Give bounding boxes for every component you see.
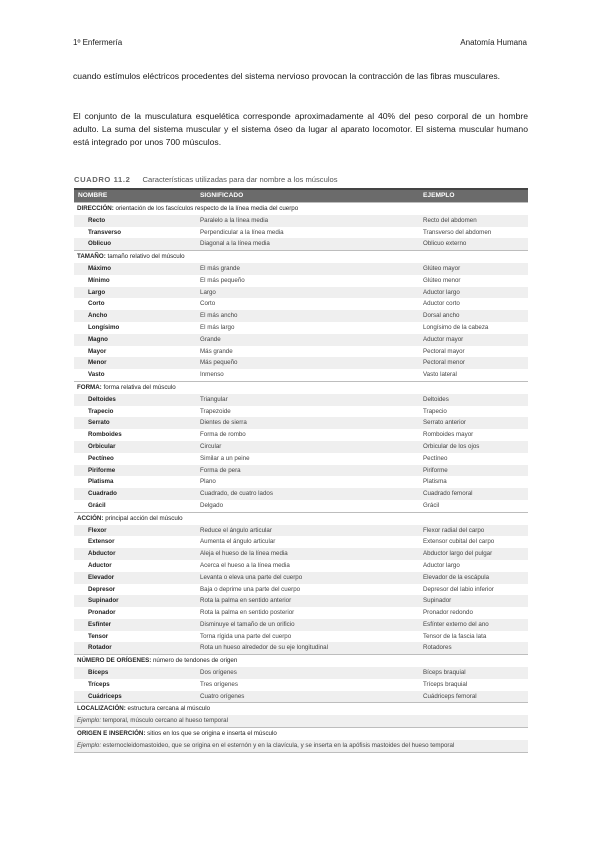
table-row	[74, 607, 528, 619]
table-row	[74, 263, 528, 275]
cell-meaning: Inmenso	[200, 371, 224, 379]
section-label: ACCIÓN:	[77, 514, 104, 522]
cell-meaning: Rota la palma en sentido posterior	[200, 609, 295, 617]
table-row	[74, 346, 528, 358]
section-header	[74, 250, 528, 263]
column-header-name: NOMBRE	[78, 192, 108, 199]
cell-meaning: Disminuye el tamaño de un orificio	[200, 620, 295, 628]
header-course: 1º Enfermería	[73, 38, 123, 47]
cell-name: Piriforme	[88, 466, 116, 474]
muscle-naming-table	[74, 172, 528, 753]
cell-name: Extensor	[88, 538, 115, 546]
cell-name: Oblicuo	[88, 240, 112, 248]
section-label: ORIGEN E INSERCIÓN:	[77, 730, 146, 738]
cell-meaning: El más grande	[200, 264, 240, 272]
cell-name: Corto	[88, 300, 105, 308]
cell-meaning: Corto	[200, 300, 216, 308]
example-row	[74, 715, 528, 727]
cell-meaning: Forma de rombo	[200, 431, 246, 439]
cell-example: Pectíneo	[423, 454, 448, 462]
table-row	[74, 548, 528, 560]
table-row	[74, 500, 528, 512]
section-description: estructura cercana al músculo	[125, 705, 211, 713]
table-row	[74, 476, 528, 488]
cell-example: Elevador de la escápula	[423, 573, 490, 581]
cell-example: Tensor de la fascia lata	[423, 632, 487, 640]
cell-meaning: Baja o deprime una parte del cuerpo	[200, 585, 301, 593]
cell-meaning: El más ancho	[200, 312, 238, 320]
paragraph-1: cuando estímulos eléctricos procedentes del sistema nervioso provocan la contracción de las fibras musculares.	[73, 71, 501, 81]
cell-meaning: Aleja el hueso de la línea media	[200, 550, 288, 558]
cell-meaning: Circular	[200, 442, 222, 450]
cell-meaning: Aumenta el ángulo articular	[200, 538, 276, 546]
cell-name: Pronador	[88, 609, 116, 617]
table-row	[74, 394, 528, 406]
cell-name: Largo	[88, 288, 106, 296]
section-header	[74, 202, 528, 215]
table-tag: CUADRO 11.2	[74, 175, 131, 184]
cell-name: Longísimo	[88, 323, 120, 331]
cell-example: Platisma	[423, 478, 447, 486]
cell-name: Serrato	[88, 419, 110, 427]
cell-name: Romboides	[88, 431, 122, 439]
table-row	[74, 215, 528, 227]
cell-example: Esfínter externo del ano	[423, 620, 489, 628]
cell-meaning: Rota un hueso alrededor de su eje longitudinal	[200, 644, 328, 652]
table-title: Características utilizadas para dar nombre a los músculos	[142, 175, 338, 184]
cell-example: Pronador redondo	[423, 609, 473, 617]
cell-meaning: Acerca el hueso a la línea media	[200, 561, 290, 569]
cell-example: Transverso del abdomen	[423, 228, 492, 236]
cell-name: Menor	[88, 359, 107, 367]
table-row	[74, 441, 528, 453]
cell-meaning: Más pequeño	[200, 359, 238, 367]
section-header	[74, 702, 528, 715]
table-row	[74, 572, 528, 584]
cell-name: Cuádriceps	[88, 692, 122, 700]
cell-name: Platisma	[88, 478, 114, 486]
cell-name: Mínimo	[88, 276, 110, 284]
table-row	[74, 642, 528, 654]
cell-example: Oblicuo externo	[423, 240, 467, 248]
cell-example: Trapecio	[423, 407, 447, 415]
table-row	[74, 298, 528, 310]
section-label: LOCALIZACIÓN:	[77, 705, 126, 713]
cell-meaning: Triangular	[200, 395, 228, 403]
cell-name: Orbicular	[88, 442, 116, 450]
cell-meaning: Dientes de sierra	[200, 419, 247, 427]
table-row	[74, 275, 528, 287]
example-text: temporal, músculo cercano al hueso temporal	[101, 717, 228, 725]
cell-example: Extensor cubital del carpo	[423, 538, 495, 546]
section-header	[74, 381, 528, 394]
cell-name: Grácil	[88, 501, 106, 509]
cell-example: Depresor del labio inferior	[423, 585, 494, 593]
cell-meaning: Perpendicular a la línea media	[200, 228, 284, 236]
cell-name: Rotador	[88, 644, 112, 652]
page-header	[73, 38, 527, 50]
section-header	[74, 727, 528, 740]
header-subject: Anatomía Humana	[460, 38, 527, 47]
cell-name: Recto	[88, 216, 106, 224]
table-row	[74, 667, 528, 679]
section-label: FORMA:	[77, 383, 102, 391]
example-text: esternocleidomastoideo, que se origina en el esternón y en la clavícula, y se inserta en la apófisis mastoides del hueso temporal	[101, 741, 455, 749]
cell-example: Aductor mayor	[423, 335, 464, 343]
cell-meaning: Dos orígenes	[200, 669, 237, 677]
section-label: NÚMERO DE ORÍGENES:	[77, 657, 152, 665]
example-label: Ejemplo:	[77, 717, 102, 725]
cell-meaning: Delgado	[200, 501, 224, 509]
cell-name: Tríceps	[88, 680, 110, 688]
table-row	[74, 679, 528, 691]
table-row	[74, 595, 528, 607]
table-row	[74, 488, 528, 500]
cell-example: Supinador	[423, 597, 452, 605]
cell-example: Pectoral mayor	[423, 347, 465, 355]
cell-meaning: El más pequeño	[200, 276, 245, 284]
table-row	[74, 357, 528, 369]
cell-name: Pectíneo	[88, 454, 114, 462]
table-row	[74, 334, 528, 346]
cell-example: Aductor largo	[423, 288, 460, 296]
cell-meaning: Forma de pera	[200, 466, 241, 474]
table-row	[74, 536, 528, 548]
table-row	[74, 227, 528, 239]
cell-name: Cuadrado	[88, 490, 117, 498]
section-description: orientación de los fascículos respecto de la línea media del cuerpo	[113, 205, 299, 212]
table-row	[74, 417, 528, 429]
cell-name: Depresor	[88, 585, 116, 593]
example-label: Ejemplo:	[77, 741, 102, 749]
cell-name: Transverso	[88, 228, 122, 236]
table-row	[74, 406, 528, 418]
table-row	[74, 584, 528, 596]
cell-example: Grácil	[423, 501, 440, 509]
cell-name: Supinador	[88, 597, 119, 605]
cell-meaning: Largo	[200, 288, 216, 296]
table-row	[74, 369, 528, 381]
cell-name: Esfínter	[88, 620, 112, 628]
cell-meaning: Trapezoide	[200, 407, 231, 415]
table-row	[74, 525, 528, 537]
cell-example: Longísimo de la cabeza	[423, 323, 489, 331]
section-description: principal acción del músculo	[103, 514, 183, 522]
section-header	[74, 654, 528, 667]
cell-example: Glúteo menor	[423, 276, 461, 284]
cell-example: Flexor radial del carpo	[423, 526, 485, 534]
cell-example: Aductor corto	[423, 300, 460, 308]
cell-meaning: Levanta o eleva una parte del cuerpo	[200, 573, 303, 581]
cell-meaning: Cuadrado, de cuatro lados	[200, 490, 273, 498]
cell-name: Magno	[88, 335, 108, 343]
cell-example: Serrato anterior	[423, 419, 466, 427]
column-header-meaning: SIGNIFICADO	[200, 192, 244, 199]
cell-name: Elevador	[88, 573, 115, 581]
cell-example: Aductor largo	[423, 561, 460, 569]
table-header-row	[74, 188, 528, 202]
cell-example: Glúteo mayor	[423, 264, 461, 272]
table-row	[74, 691, 528, 703]
table-row	[74, 453, 528, 465]
cell-example: Romboides mayor	[423, 431, 474, 439]
table-row	[74, 322, 528, 334]
cell-example: Abductor largo del pulgar	[423, 550, 493, 558]
table-row	[74, 619, 528, 631]
cell-name: Mayor	[88, 347, 107, 355]
cell-name: Deltoides	[88, 395, 116, 403]
cell-meaning: Rota la palma en sentido anterior	[200, 597, 292, 605]
cell-name: Máximo	[88, 264, 112, 272]
cell-example: Orbicular de los ojos	[423, 442, 480, 450]
cell-example: Vasto lateral	[423, 371, 457, 379]
section-label: TAMAÑO:	[77, 253, 106, 261]
cell-meaning: Grande	[200, 335, 221, 343]
section-description: tamaño relativo del músculo	[105, 253, 185, 261]
cell-example: Cuadrado femoral	[423, 490, 473, 498]
table-row	[74, 429, 528, 441]
cell-name: Bíceps	[88, 669, 109, 677]
cell-meaning: Plano	[200, 478, 216, 486]
cell-meaning: Paralelo a la línea media	[200, 216, 269, 224]
section-description: número de tendones de origen	[151, 657, 238, 665]
column-header-example: EJEMPLO	[423, 192, 455, 199]
table-row	[74, 465, 528, 477]
cell-name: Flexor	[88, 526, 107, 534]
cell-example: Recto del abdomen	[423, 216, 477, 224]
cell-meaning: Cuatro orígenes	[200, 692, 245, 700]
table-row	[74, 287, 528, 299]
cell-name: Tensor	[88, 632, 109, 640]
cell-example: Cuádriceps femoral	[423, 692, 477, 700]
example-row	[74, 740, 528, 752]
cell-meaning: El más largo	[200, 323, 235, 331]
cell-example: Rotadores	[423, 644, 452, 652]
cell-name: Trapecio	[88, 407, 114, 415]
section-header	[74, 512, 528, 525]
cell-meaning: Tres orígenes	[200, 680, 238, 688]
cell-name: Ancho	[88, 312, 108, 320]
table-row	[74, 310, 528, 322]
section-description: sitios en los que se origina e inserta el músculo	[145, 730, 277, 738]
paragraph-2: El conjunto de la musculatura esquelética corresponde aproximadamente al 40% del peso corporal de un hombre adulto. La suma del sistema muscular y el sistema óseo da lugar al aparato locomotor. El sistema muscular humano está integrado por unos 700 músculos.	[73, 111, 528, 148]
cell-meaning: Más grande	[200, 347, 233, 355]
table-body	[74, 202, 528, 702]
cell-name: Abductor	[88, 550, 116, 558]
section-label: DIRECCIÓN:	[77, 205, 114, 212]
section-description: forma relativa del músculo	[101, 383, 176, 391]
cell-example: Deltoides	[423, 395, 449, 403]
table-row	[74, 631, 528, 643]
cell-example: Tríceps braquial	[423, 680, 468, 688]
cell-example: Bíceps braquial	[423, 669, 466, 677]
table-row	[74, 560, 528, 572]
table-bottom-rule	[74, 752, 528, 753]
cell-name: Aductor	[88, 561, 112, 569]
cell-meaning: Similar a un peine	[200, 454, 250, 462]
cell-example: Piriforme	[423, 466, 448, 474]
table-caption	[74, 172, 528, 188]
cell-example: Dorsal ancho	[423, 312, 460, 320]
cell-example: Pectoral menor	[423, 359, 465, 367]
table-row	[74, 238, 528, 250]
cell-name: Vasto	[88, 371, 105, 379]
cell-meaning: Reduce el ángulo articular	[200, 526, 272, 534]
cell-meaning: Diagonal a la línea media	[200, 240, 270, 248]
cell-meaning: Torna rígida una parte del cuerpo	[200, 632, 292, 640]
